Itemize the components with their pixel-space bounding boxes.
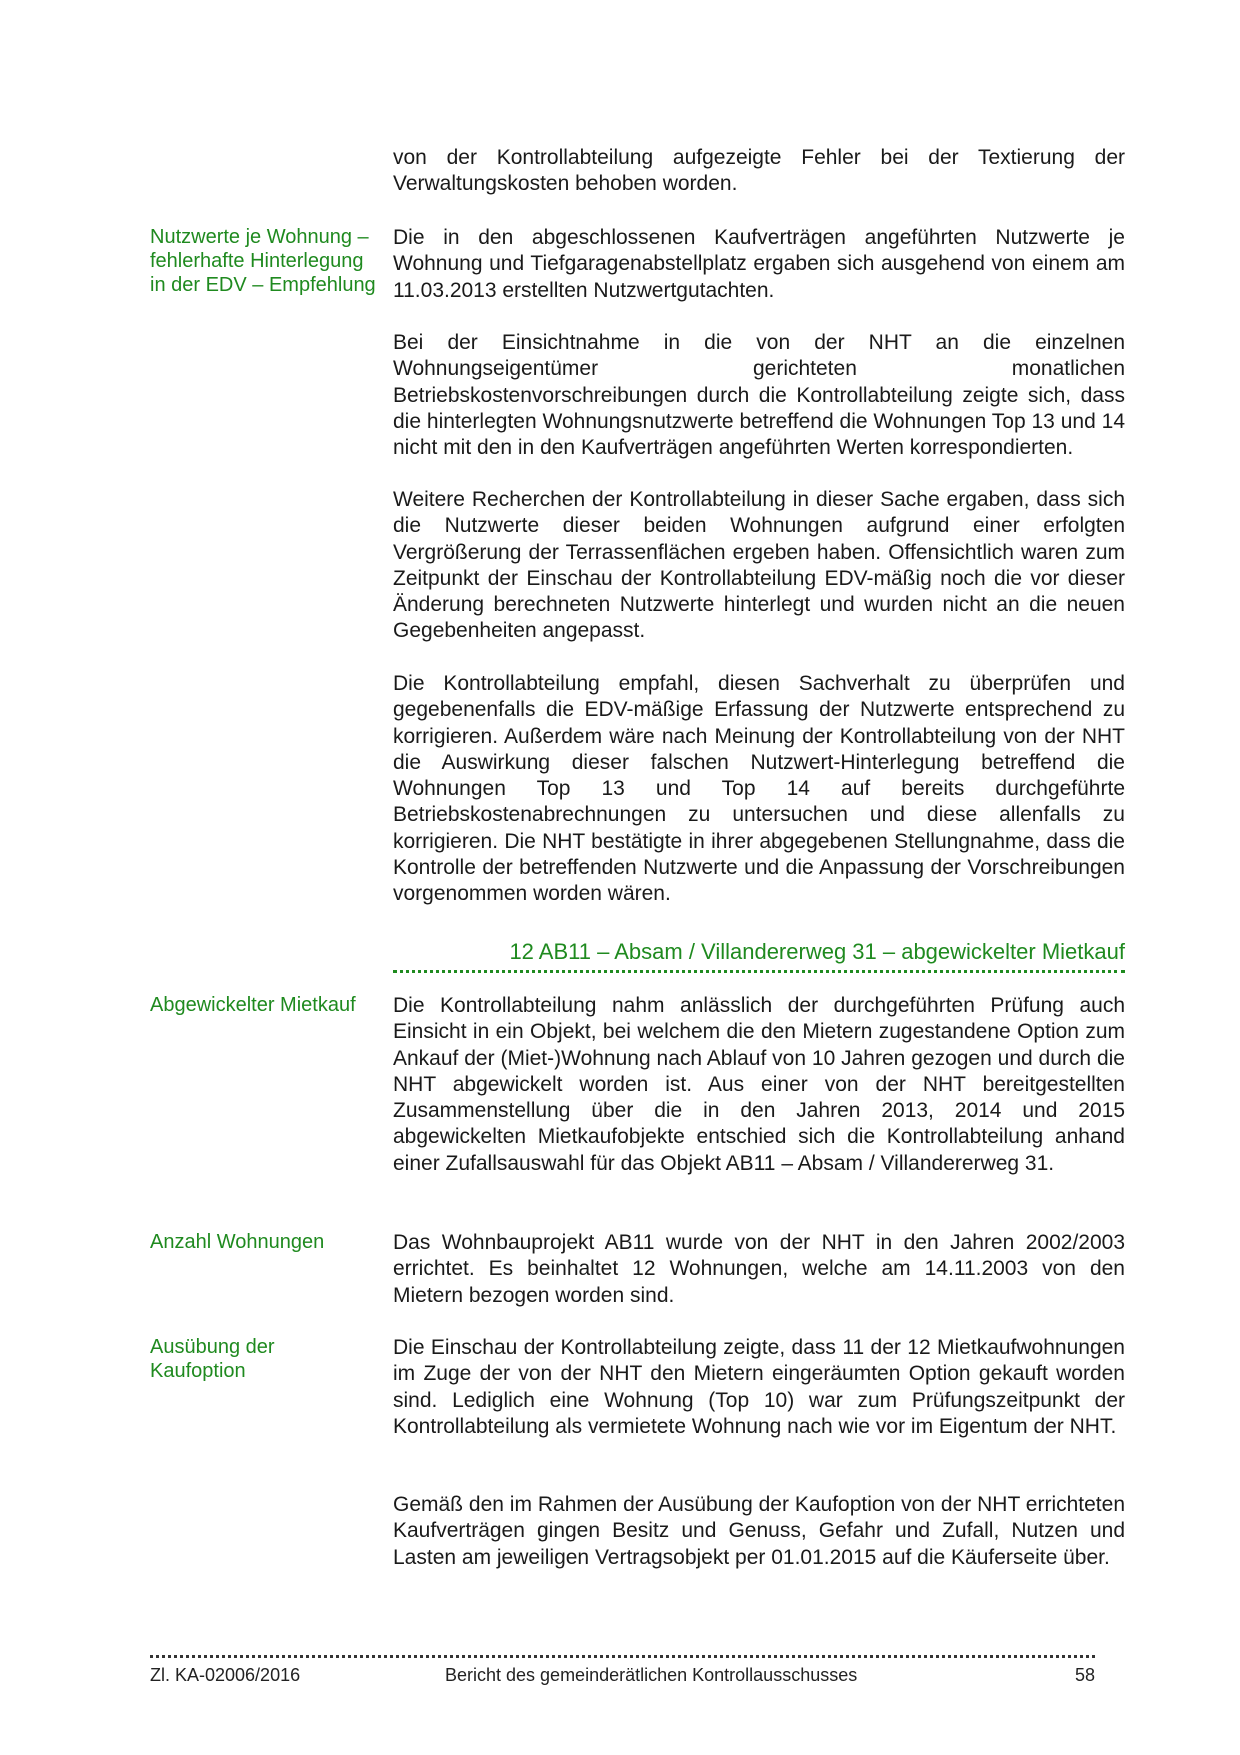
footer-title: Bericht des gemeinderätlichen Kontrollausschusses (445, 1665, 858, 1685)
section-heading: 12 AB11 – Absam / Villandererweg 31 – abgewickelter Mietkauf (509, 939, 1125, 964)
heading-divider (393, 970, 1125, 973)
page-number: 58 (1074, 1665, 1095, 1685)
body-paragraph: Die Kontrollabteilung empfahl, diesen Sachverhalt zu überprüfen und gegebenenfalls die EDV-mäßige Erfassung der Nutzwerte entsprechend zu korrigieren. Außerdem wäre nach Meinung der Kontrollabteilung von der NHT die Auswirkung dieser falschen Nutzwert-Hinterlegung betreffend die Wohnungen Top 13 und Top 14 auf bereits durchgeführte Betriebskostenabrechnungen zu untersuchen und diese allenfalls zu korrigieren. Die NHT bestätigte in ihrer abgegebenen Stellungnahme, dass die Kontrolle der betreffenden Nutzwerte und die Anpassung der Vorschreibungen vorgenommen worden wären. (393, 672, 1125, 906)
body-paragraph: Gemäß den im Rahmen der Ausübung der Kaufoption von der NHT errichteten Kaufverträgen gingen Besitz und Genuss, Gefahr und Zufall, Nutzen und Lasten am jeweiligen Vertragsobjekt per 01.01.2015 auf die Käuferseite über. (393, 1493, 1125, 1569)
body-paragraph: Die in den abgeschlossenen Kaufverträgen angeführten Nutzwerte je Wohnung und Tiefgaragenabstellplatz ergaben sich ausgehend von einem am 11.03.2013 erstellten Nutzwertgutachten. (393, 226, 1125, 302)
body-paragraph: Bei der Einsichtnahme in die von der NHT an die einzelnen Wohnungseigentümer gerichteten monatlichen Betriebskostenvorschreibungen durch die Kontrollabteilung zeigte sich, dass die hinterlegten Wohnungsnutzwerte betreffend die Wohnungen Top 13 und 14 nicht mit den in den Kaufverträgen angeführten Werten korrespondierten. (393, 331, 1125, 460)
margin-label-mietkauf: Abgewickelter Mietkauf (150, 994, 356, 1016)
body-paragraph: von der Kontrollabteilung aufgezeigte Fehler bei der Textierung der Verwaltungskosten behoben worden. (393, 146, 1125, 196)
margin-label-ausuebung: Ausübung der Kaufoption (150, 1336, 275, 1382)
margin-label-nutzwerte: Nutzwerte je Wohnung – fehlerhafte Hinterlegung in der EDV – Empfehlung (150, 226, 376, 296)
footer-divider (150, 1655, 1095, 1658)
footer-reference: Zl. KA-02006/2016 (150, 1665, 301, 1685)
body-paragraph: Die Einschau der Kontrollabteilung zeigte, dass 11 der 12 Mietkaufwohnungen im Zuge der von der NHT den Mietern eingeräumten Option gekauft worden sind. Lediglich eine Wohnung (Top 10) war zum Prüfungszeitpunkt der Kontrollabteilung als vermietete Wohnung nach wie vor im Eigentum der NHT. (393, 1336, 1125, 1438)
body-paragraph: Die Kontrollabteilung nahm anlässlich der durchgeführten Prüfung auch Einsicht in ein Objekt, bei welchem die den Mietern zugestandene Option zum Ankauf der (Miet-)Wohnung nach Ablauf von 10 Jahren gezogen und durch die NHT abgewickelt worden ist. Aus einer von der NHT bereitgestellten Zusammenstellung über die in den Jahren 2013, 2014 und 2015 abgewickelten Mietkaufobjekte entschied sich die Kontrollabteilung anhand einer Zufallsauswahl für das Objekt AB11 – Absam / Villandererweg 31. (393, 994, 1125, 1175)
body-paragraph: Das Wohnbauprojekt AB11 wurde von der NHT in den Jahren 2002/2003 errichtet. Es beinhaltet 12 Wohnungen, welche am 14.11.2003 von den Mietern bezogen worden sind. (393, 1231, 1125, 1307)
body-paragraph: Weitere Recherchen der Kontrollabteilung in dieser Sache ergaben, dass sich die Nutzwerte dieser beiden Wohnungen aufgrund einer erfolgten Vergrößerung der Terrassenflächen ergeben haben. Offensichtlich waren zum Zeitpunkt der Einschau der Kontrollabteilung EDV-mäßig noch die vor dieser Änderung berechneten Nutzwerte hinterlegt und wurden nicht an die neuen Gegebenheiten angepasst. (393, 488, 1125, 643)
margin-label-anzahl: Anzahl Wohnungen (150, 1231, 325, 1253)
